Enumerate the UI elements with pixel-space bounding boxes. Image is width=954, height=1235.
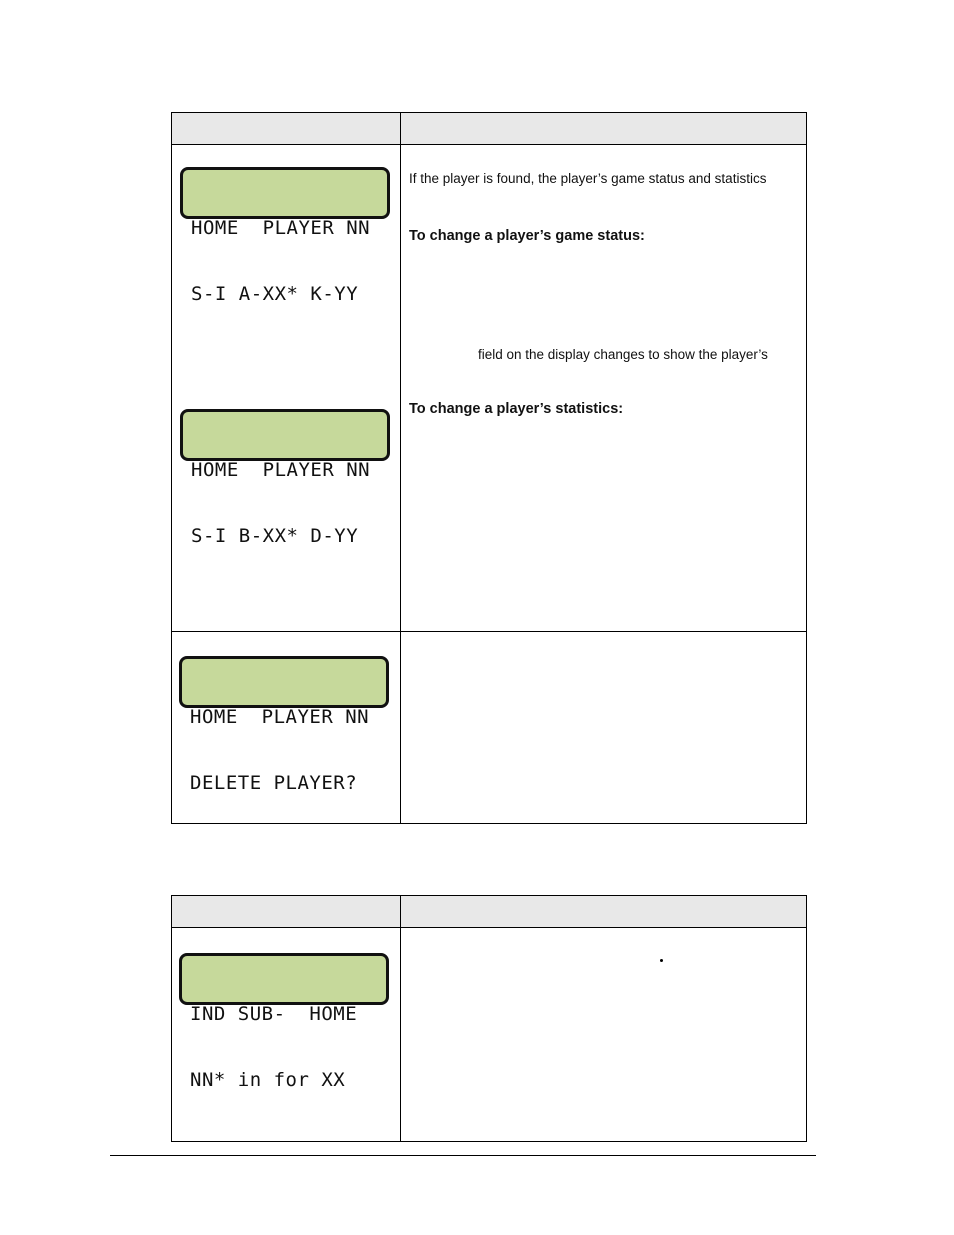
lcd-line-2: NN* in for XX xyxy=(190,1069,346,1091)
change-stats-heading: To change a player’s statistics: xyxy=(409,401,624,417)
table-header xyxy=(172,113,806,145)
lcd-line-2: DELETE PLAYER? xyxy=(190,772,358,794)
column-divider xyxy=(400,896,401,1141)
lcd-line-1: IND SUB- HOME xyxy=(190,1003,358,1025)
player-found-text: If the player is found, the player’s game status and statistics xyxy=(409,171,767,186)
lcd-line-1: HOME PLAYER NN xyxy=(190,706,370,728)
player-edit-table xyxy=(171,112,807,824)
lcd-line-1: HOME PLAYER NN xyxy=(191,217,371,239)
field-changes-text: field on the display changes to show the player’s xyxy=(478,347,768,362)
substitution-table xyxy=(171,895,807,1142)
column-divider xyxy=(400,113,401,823)
lcd-display-delete-player xyxy=(179,656,389,794)
lcd-line-1: HOME PLAYER NN xyxy=(191,459,371,481)
lcd-line-2: S-I A-XX* K-YY xyxy=(191,283,359,305)
row-divider xyxy=(172,631,806,632)
stray-dot-mark xyxy=(660,959,663,962)
lcd-display-player-stats xyxy=(180,409,390,547)
footer-rule xyxy=(110,1155,816,1156)
lcd-display-substitution xyxy=(179,953,389,1091)
lcd-line-2: S-I B-XX* D-YY xyxy=(191,525,359,547)
change-status-heading: To change a player’s game status: xyxy=(409,228,645,244)
lcd-display-player-status xyxy=(180,167,390,305)
table-header xyxy=(172,896,806,928)
